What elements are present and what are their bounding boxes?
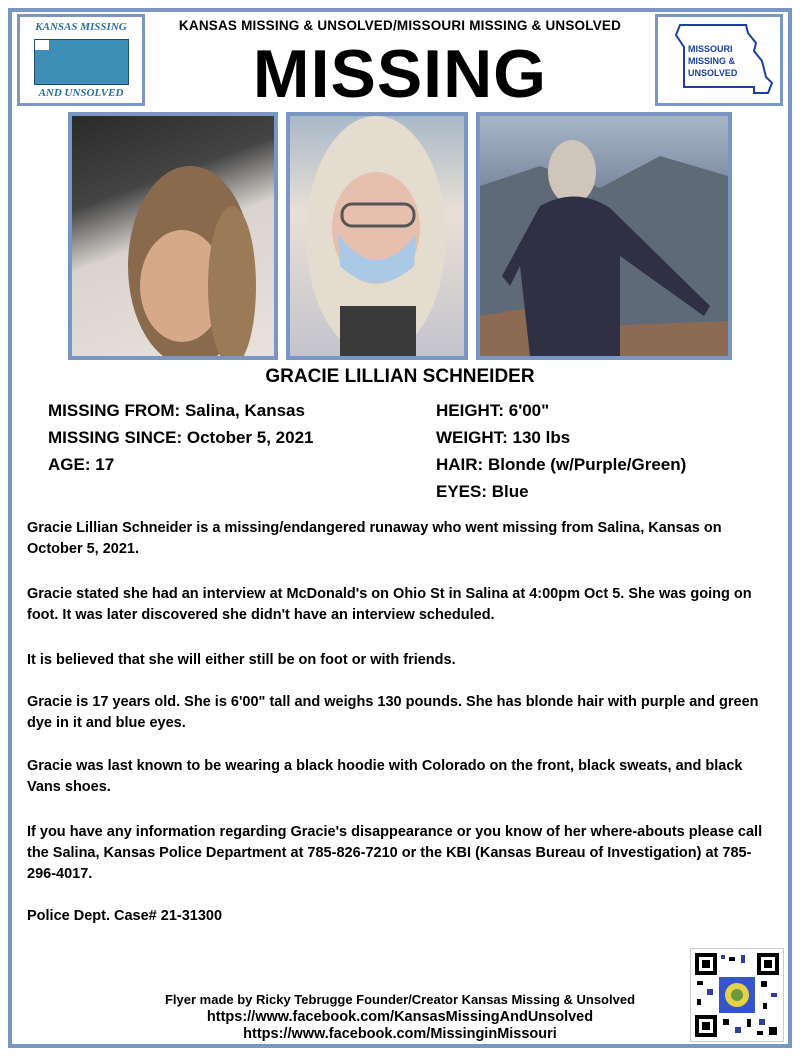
case-number: Police Dept. Case# 21-31300 — [27, 908, 223, 924]
photo-portrait-2 — [286, 112, 468, 360]
paragraph-whereabouts: It is believed that she will either still be on foot or with friends. — [27, 652, 456, 668]
photo-mountain — [476, 112, 732, 360]
logo-left-bottom-text: AND UNSOLVED — [38, 87, 124, 99]
facebook-link-kansas[interactable]: https://www.facebook.com/KansasMissingAndUnsolved — [206, 1009, 594, 1025]
organization-header: KANSAS MISSING & UNSOLVED/MISSOURI MISSING & UNSOLVED — [178, 18, 622, 33]
fact-hair: HAIR: Blonde (w/Purple/Green) — [436, 455, 687, 474]
paragraph-clothing: Gracie was last known to be wearing a black hoodie with Colorado on the front, black sweats, and black Vans shoes. — [27, 758, 743, 795]
fact-missing-from: MISSING FROM: Salina, Kansas — [48, 401, 305, 420]
facebook-link-missouri[interactable]: https://www.facebook.com/MissinginMissouri — [243, 1026, 557, 1042]
paragraph-interview: Gracie stated she had an interview at McDonald's on Ohio St in Salina at 4:00pm Oct 5. She was going on foot. It was later discovered she didn't have an interview scheduled. — [27, 586, 752, 623]
missouri-logo-text: MISSOURI MISSING & UNSOLVED — [688, 44, 738, 78]
kansas-missing-logo — [17, 14, 145, 106]
fact-missing-since: MISSING SINCE: October 5, 2021 — [48, 428, 314, 447]
kansas-map-icon — [34, 39, 129, 85]
logo-left-top-text: KANSAS MISSING — [35, 21, 127, 33]
person-name: GRACIE LILLIAN SCHNEIDER — [265, 366, 535, 387]
qr-code[interactable] — [690, 948, 784, 1042]
paragraph-description: Gracie is 17 years old. She is 6'00" tall and weighs 130 pounds. She has blonde hair with purple and green dye in it and blue eyes. — [27, 694, 759, 731]
fact-eyes: EYES: Blue — [436, 482, 529, 501]
fact-height: HEIGHT: 6'00" — [436, 401, 550, 420]
flyer-credit: Flyer made by Ricky Tebrugge Founder/Creator Kansas Missing & Unsolved — [164, 992, 636, 1007]
paragraph-summary: Gracie Lillian Schneider is a missing/endangered runaway who went missing from Salina, Kansas on October 5, 2021. — [27, 520, 722, 557]
paragraph-contact: If you have any information regarding Gracie's disappearance or you know of her where-abouts please call the Salina, Kansas Police Department at 785-826-7210 or the KBI (Kansas Bureau of Investigation) at 785-296-4017. — [27, 824, 763, 882]
photo-portrait-1 — [68, 112, 278, 360]
missouri-missing-logo — [655, 14, 783, 106]
fact-age: AGE: 17 — [48, 455, 115, 474]
qr-code-icon — [691, 949, 783, 1041]
fact-weight: WEIGHT: 130 lbs — [436, 428, 571, 447]
missing-title: MISSING — [252, 36, 548, 112]
